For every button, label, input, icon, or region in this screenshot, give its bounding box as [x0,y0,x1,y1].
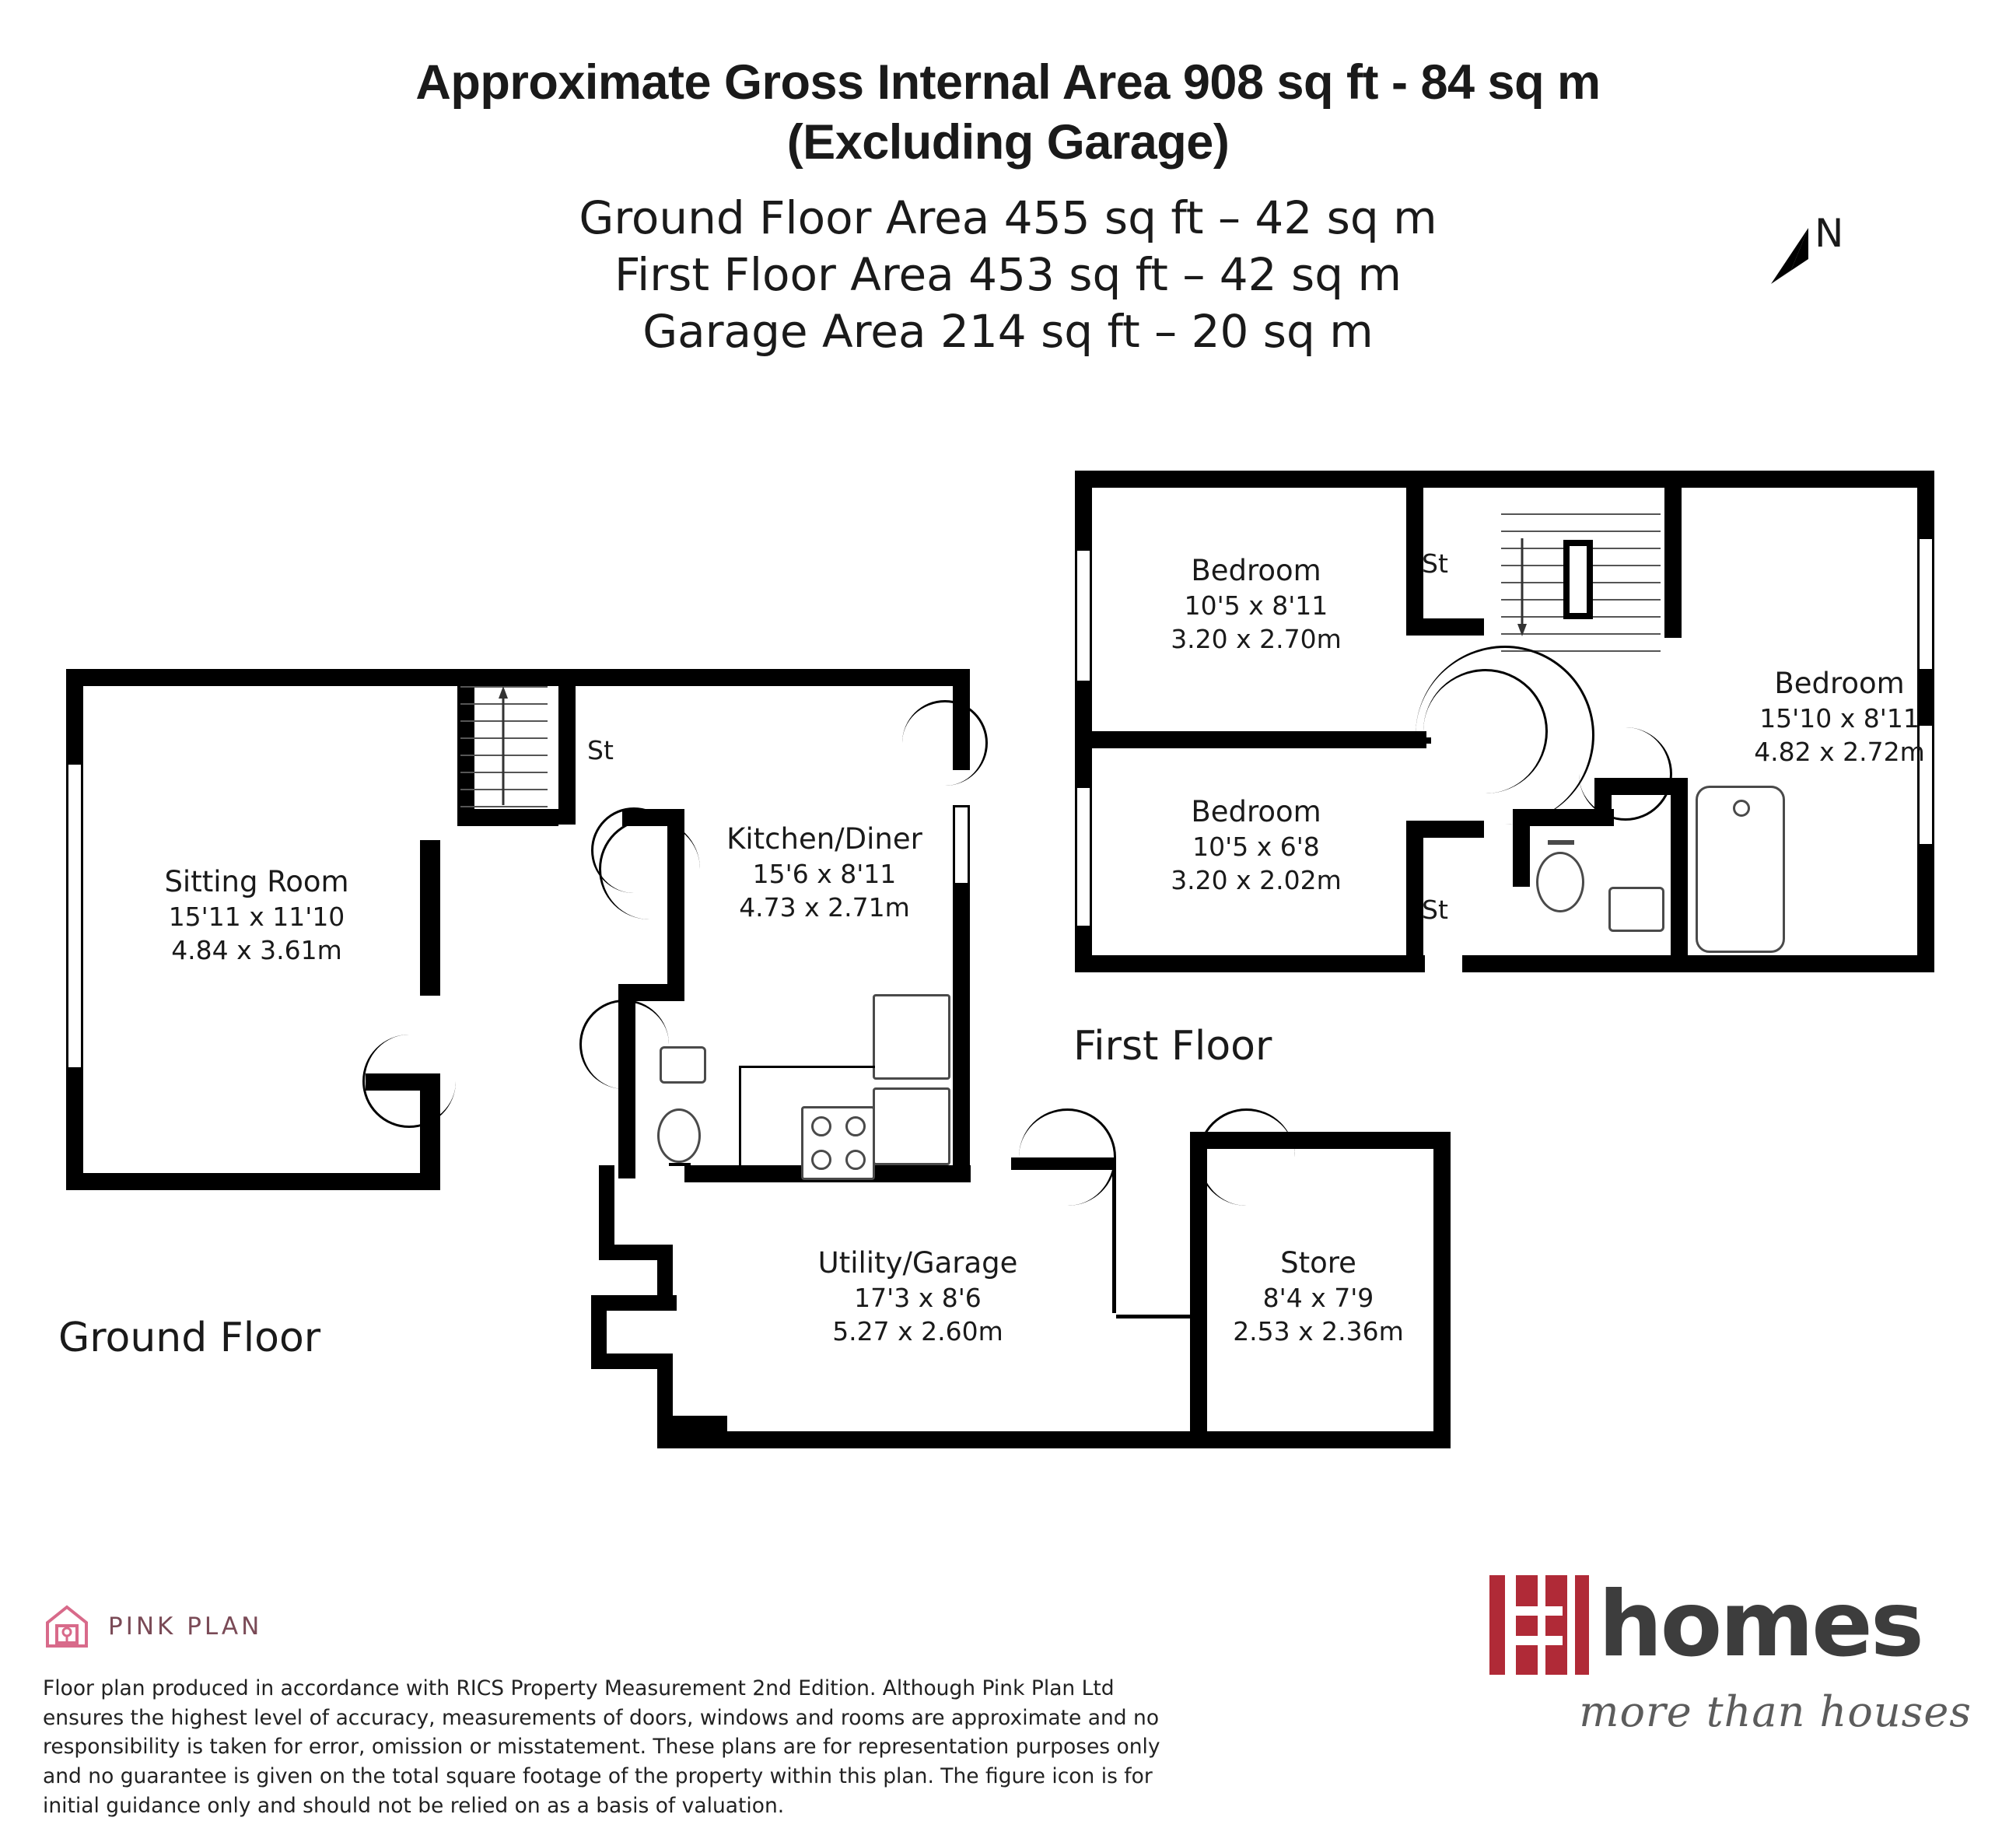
door-arc-sitting-room [362,1035,456,1128]
kitchen-diner-name: Kitchen/Diner [726,822,922,856]
sitting-room-name: Sitting Room [164,865,349,898]
room-label-bedroom-2 [1104,793,1408,898]
wall-bedroom2-right [1406,821,1423,972]
door-arc-bedroom3 [1579,727,1672,821]
door-arc-landing-inner [1423,669,1548,793]
hob-ring-2 [845,1116,866,1136]
sitting-room-dim-imperial: 15'11 x 11'10 [168,902,345,933]
bathroom-toilet-icon [1536,852,1584,912]
bedroom2-dim-metric: 3.20 x 2.02m [1171,864,1342,895]
pink-plan-label: PINK PLAN [108,1613,263,1641]
wall-first-bottom-left [1075,955,1425,972]
wall-landing-stub-top [1406,618,1484,636]
bath-tap-icon [1733,800,1750,817]
wc-basin-icon [660,1046,706,1084]
header-title-line1: Approximate Gross Internal Area 908 sq ft - 84 sq m [415,55,1601,110]
bedroom3-dim-imperial: 15'10 x 8'11 [1759,703,1920,734]
store-dim-imperial: 8'4 x 7'9 [1262,1283,1374,1314]
door-arc-kitchen-rear [902,700,988,786]
wall-sitting-room-right-upper [420,840,440,996]
window-bedroom3-right [1917,537,1934,673]
homes-logo-icon [1489,1575,1589,1675]
footer-left [43,1602,1209,1820]
wc-toilet-cistern [669,1163,691,1166]
kitchen-worktop-edge-v [739,1066,741,1182]
wall-first-right-lower [1917,844,1934,957]
wall-ground-left-upper [66,669,83,770]
door-arc-store [1198,1108,1295,1206]
store-name: Store [1280,1246,1356,1280]
window-bedroom2-left [1075,786,1092,930]
hob-ring-1 [811,1116,831,1136]
homes-tagline: more than houses [1579,1687,1972,1736]
wall-first-right-upper [1917,471,1934,541]
ground-storage-label: St [587,735,614,765]
kitchen-worktop-edge-h [739,1066,875,1068]
ground-floor-area-text: Ground Floor Area 455 sq ft – 42 sq m [579,191,1437,244]
wall-landing-right [1664,471,1682,638]
room-label-bedroom-1 [1104,552,1408,657]
window-sitting-room-left [66,762,83,1070]
kitchen-oven-icon [873,1087,950,1165]
wall-first-top [1075,471,1934,488]
bedroom1-name: Bedroom [1191,554,1321,587]
bedroom3-name: Bedroom [1774,667,1905,700]
ground-floor-label: Ground Floor [58,1315,321,1361]
wall-kitchen-right-lower [953,968,970,1182]
door-arc-wc [579,1000,669,1089]
room-label-store [1190,1245,1447,1349]
first-floor-label: First Floor [1073,1023,1272,1070]
first-floor-area-text: First Floor Area 453 sq ft – 42 sq m [614,247,1402,301]
homes-brand-row [1489,1572,1972,1677]
wall-first-left-mid [1075,681,1092,790]
kitchen-sink-icon [873,994,950,1080]
room-label-bedroom-3 [1696,665,1983,769]
room-label-utility-garage [762,1245,1073,1349]
ground-stairs [460,674,548,821]
utility-garage-dim-metric: 5.27 x 2.60m [832,1315,1003,1346]
header-title-line2: (Excluding Garage) [786,114,1230,170]
garage-area-text: Garage Area 214 sq ft – 20 sq m [642,304,1374,358]
bedroom1-dim-imperial: 10'5 x 8'11 [1184,590,1328,622]
garage-partition-line [1112,1157,1116,1313]
wall-ground-left-lower [66,1066,83,1190]
kitchen-diner-dim-metric: 4.73 x 2.71m [739,891,910,923]
garage-partition-line-2 [1116,1315,1194,1318]
kitchen-hob-icon [801,1106,875,1180]
window-bedroom1-left [1075,548,1092,685]
room-label-sitting-room [93,863,420,968]
first-storage-label-bottom: St [1422,895,1448,925]
wc-toilet-icon [657,1108,701,1163]
bedroom2-dim-imperial: 10'5 x 6'8 [1192,832,1320,863]
first-storage-label-top: St [1422,548,1448,579]
wall-first-left-upper [1075,471,1092,548]
bedroom2-name: Bedroom [1191,795,1321,828]
pink-plan-house-icon [43,1602,91,1651]
hob-ring-3 [811,1150,831,1170]
bedroom1-dim-metric: 3.20 x 2.70m [1171,623,1342,654]
kitchen-diner-dim-imperial: 15'6 x 8'11 [752,859,897,890]
sitting-room-dim-metric: 4.84 x 3.61m [171,934,342,965]
wall-first-bottom-right [1462,955,1934,972]
wall-sitting-room-bottom [66,1173,439,1190]
wall-divider-accent [1322,737,1431,744]
homes-wordmark: homes [1598,1572,1922,1677]
first-floor-stairs [1501,513,1661,657]
wall-bathroom-right [1671,778,1688,957]
wall-storage-left [558,669,576,825]
compass-north-label: N [1815,211,1844,256]
bedroom3-dim-metric: 4.82 x 2.72m [1754,736,1925,767]
wall-garage-jog-5 [591,1353,661,1369]
room-label-kitchen-diner [669,821,980,925]
stair-direction-arrow-icon [492,685,515,809]
homes-brand [1489,1572,1972,1736]
door-arc-garage [1019,1108,1116,1206]
pink-plan-brand [43,1602,1209,1651]
disclaimer-text: Floor plan produced in accordance with RICS Property Measurement 2nd Edition. Although Pink Plan Ltd ensures the highest level of accuracy, measurements of doors, windows and rooms are approximate and no responsibility is taken for error, omission or misstatement. These plans are for representation purposes only and no guarantee is given on the total square footage of the property within this plan. The figure icon is for initial guidance only and should not be relied on as a basis of valuation. [43,1676,1160,1818]
wall-landing-stub-bottom [1406,821,1484,838]
store-dim-metric: 2.53 x 2.36m [1233,1315,1404,1346]
wall-garage-bottom [657,1431,1451,1448]
bathroom-basin-icon [1608,887,1664,932]
utility-garage-dim-imperial: 17'3 x 8'6 [854,1283,982,1314]
bathroom-toilet-cistern [1548,840,1574,845]
utility-garage-name: Utility/Garage [817,1246,1018,1280]
hob-ring-4 [845,1150,866,1170]
wall-bedroom1-right [1406,471,1423,634]
first-stair-direction-arrow-icon [1510,537,1534,638]
